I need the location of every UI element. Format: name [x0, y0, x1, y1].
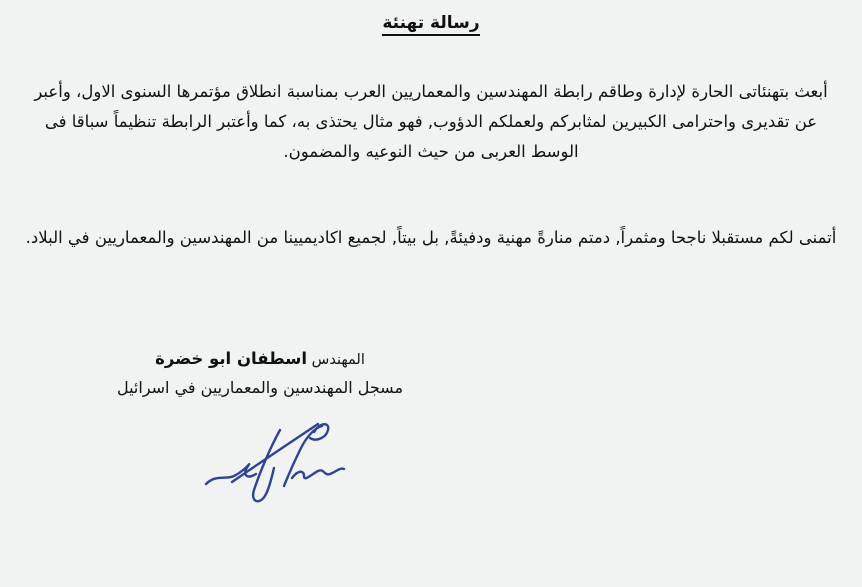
letter-title-text: رسالة تهنئة: [382, 13, 479, 36]
signatory-title: المهندس: [307, 352, 365, 368]
handwritten-signature: [77, 418, 497, 514]
signatory-role: مسجل المهندسين والمعماريين في اسرائيل: [116, 378, 404, 397]
signatory-name: اسطفان ابو خضرة: [155, 349, 308, 368]
letter-paragraph-2: أتمنى لكم مستقبلا ناجحا ومثمراً, دمتم منارةً مهنية ودفيئةً, بل بيتاً, لجميع اكاديميينا من المهندسين والمعماريين في البلاد.: [25, 228, 837, 247]
letter-title: [0, 0, 862, 33]
signature-block: [50, 345, 470, 514]
letter-paragraph-1: أبعث بتهنئاتى الحارة لإدارة وطاقم رابطة المهندسين والمعماريين العرب بمناسبة انطلاق مؤتمرها السنوى الاول، وأعبر عن تقديرى واحترامى الكبيرين لمثابركم ولعملكم الدؤوب, فهو مثال يحتذى به، كما وأعتبر الرابطة تنظيماً سباقا فى الوسط العربى من حيث النوعيه والمضمون.: [34, 82, 828, 161]
signatory-name-line: [50, 345, 470, 374]
signature-scribble-icon: [202, 418, 372, 510]
